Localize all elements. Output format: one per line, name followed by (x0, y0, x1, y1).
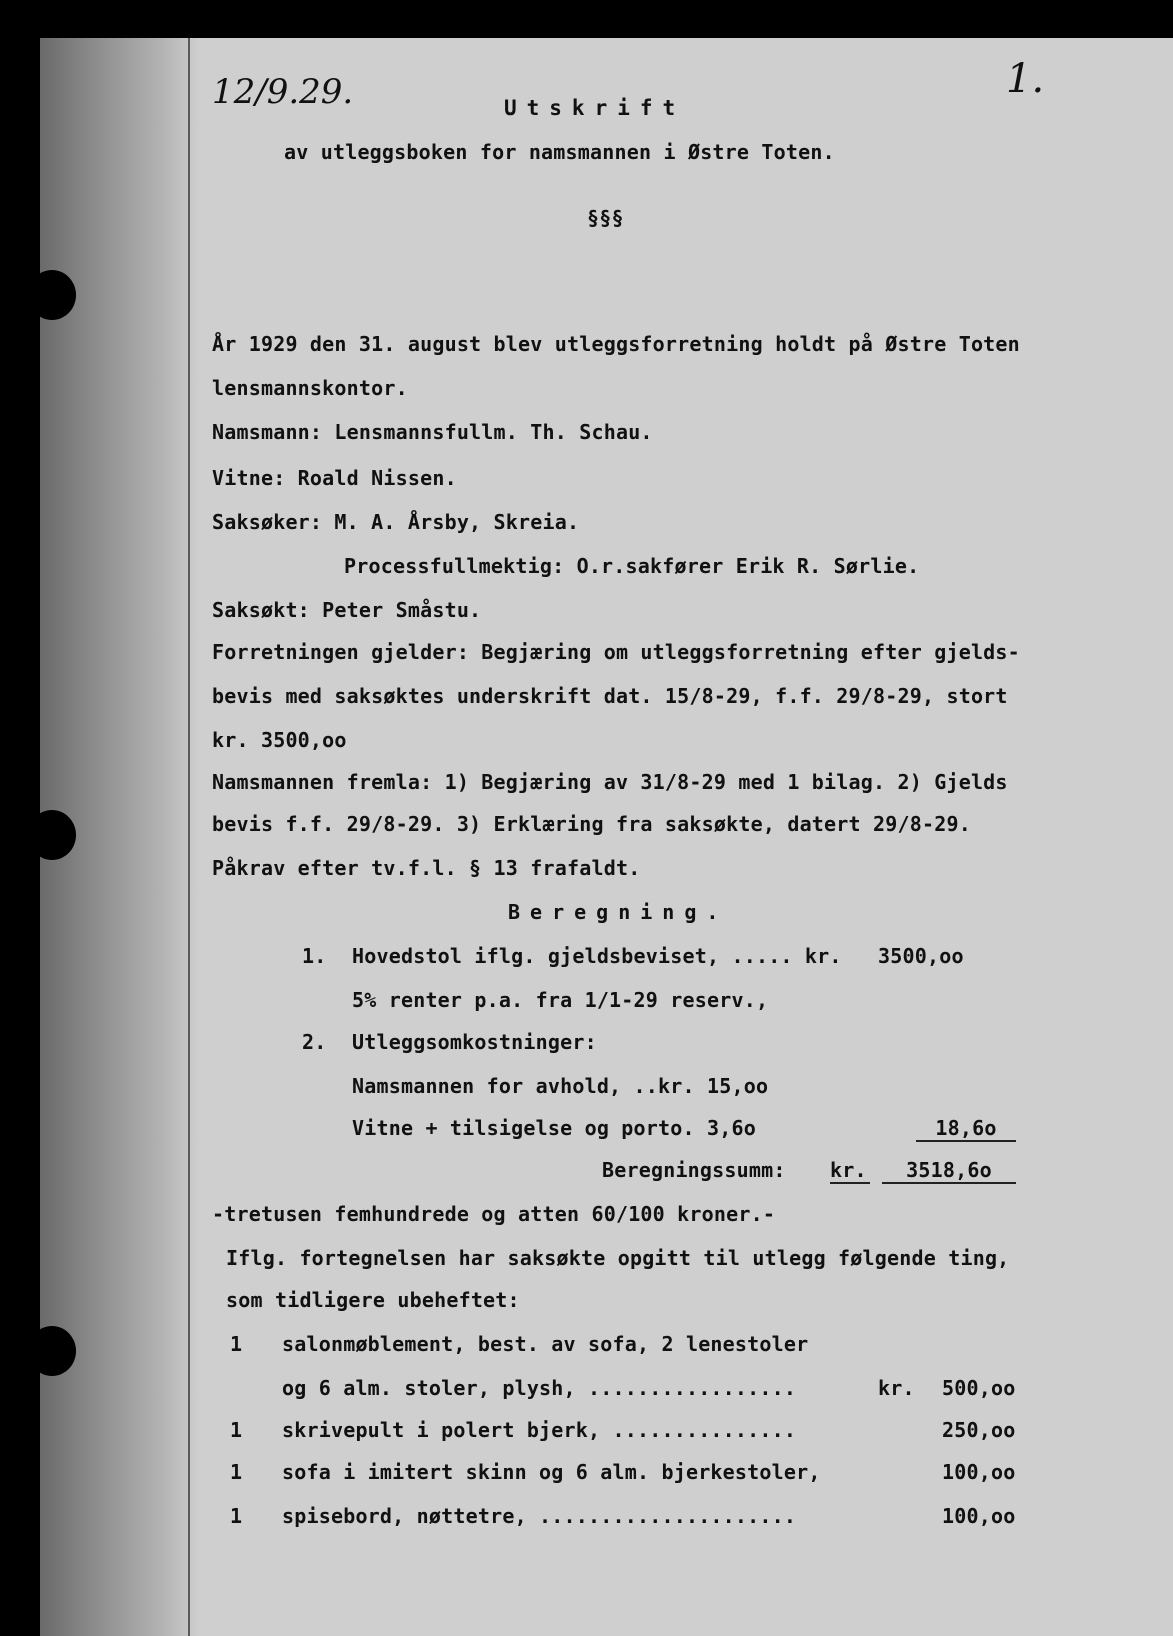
text-line: kr. 3500,oo (212, 728, 347, 752)
text-line: lensmannskontor. (212, 376, 408, 400)
row-text: Hovedstol iflg. gjeldsbeviset, ..... kr. (352, 944, 842, 968)
row-text: Vitne + tilsigelse og porto. 3,6o (352, 1116, 756, 1140)
document-page (40, 38, 1173, 1636)
amount-in-words: -tretusen femhundrede og atten 60/100 kroner.- (212, 1202, 776, 1226)
text-line: Forretningen gjelder: Begjæring om utleggsforretning efter gjelds- (212, 640, 1020, 664)
item-amount: 100,oo (942, 1460, 1016, 1484)
row-text: Utleggsomkostninger: (352, 1030, 597, 1054)
item-amount: 250,oo (942, 1418, 1016, 1442)
item-amount: 100,oo (942, 1504, 1016, 1528)
text-line: Påkrav efter tv.f.l. § 13 frafaldt. (212, 856, 641, 880)
row-amount: 18,6o (916, 1118, 1016, 1142)
item-qty: 1 (230, 1332, 243, 1356)
row-amount: 3500,oo (878, 944, 964, 968)
item-text: sofa i imitert skinn og 6 alm. bjerkestoler, (282, 1460, 821, 1484)
sum-currency: kr. (830, 1160, 870, 1184)
text-line: Iflg. fortegnelsen har saksøkte opgitt til utlegg følgende ting, (226, 1246, 1010, 1270)
sum-amount: 3518,6o (882, 1160, 1016, 1184)
item-qty: 1 (230, 1418, 243, 1442)
row-text: Namsmannen for avhold, ..kr. 15,oo (352, 1074, 769, 1098)
item-text: skrivepult i polert bjerk, ............... (282, 1418, 797, 1442)
text-line: bevis med saksøktes underskrift dat. 15/8-29, f.f. 29/8-29, stort (212, 684, 1008, 708)
text-line: Namsmannen fremla: 1) Begjæring av 31/8-29 med 1 bilag. 2) Gjelds (212, 770, 1008, 794)
item-text: spisebord, nøttetre, ..................... (282, 1504, 797, 1528)
text-line: bevis f.f. 29/8-29. 3) Erklæring fra saksøkte, datert 29/8-29. (212, 812, 971, 836)
page-fold (188, 38, 190, 1636)
item-qty: 1 (230, 1504, 243, 1528)
item-qty: 1 (230, 1460, 243, 1484)
row-number: 1. (302, 944, 327, 968)
saksoker-line: Saksøker: M. A. Årsby, Skreia. (212, 510, 580, 534)
item-currency: kr. (878, 1376, 915, 1400)
saksokt-line: Saksøkt: Peter Småstu. (212, 598, 482, 622)
handwritten-date: 12/9.29. (212, 72, 354, 112)
item-text: og 6 alm. stoler, plysh, ................. (282, 1376, 797, 1400)
document-subtitle: av utleggsboken for namsmannen i Østre Toten. (284, 140, 835, 164)
row-text: 5% renter p.a. fra 1/1-29 reserv., (352, 988, 769, 1012)
row-number: 2. (302, 1030, 327, 1054)
beregning-heading: Beregning. (508, 900, 729, 924)
section-mark: §§§ (587, 206, 624, 230)
handwritten-page-number: 1. (1006, 56, 1045, 102)
text-line: som tidligere ubeheftet: (226, 1288, 520, 1312)
text-line: År 1929 den 31. august blev utleggsforretning holdt på Østre Toten (212, 332, 1020, 356)
processfullmektig-line: Processfullmektig: O.r.sakfører Erik R. Sørlie. (344, 554, 920, 578)
vitne-line: Vitne: Roald Nissen. (212, 466, 457, 490)
document-title: Utskrift (504, 96, 686, 120)
sum-label: Beregningssumm: (602, 1158, 786, 1182)
item-amount: 500,oo (942, 1376, 1016, 1400)
item-text: salonmøblement, best. av sofa, 2 lenestoler (282, 1332, 809, 1356)
namsmann-line: Namsmann: Lensmannsfullm. Th. Schau. (212, 420, 653, 444)
